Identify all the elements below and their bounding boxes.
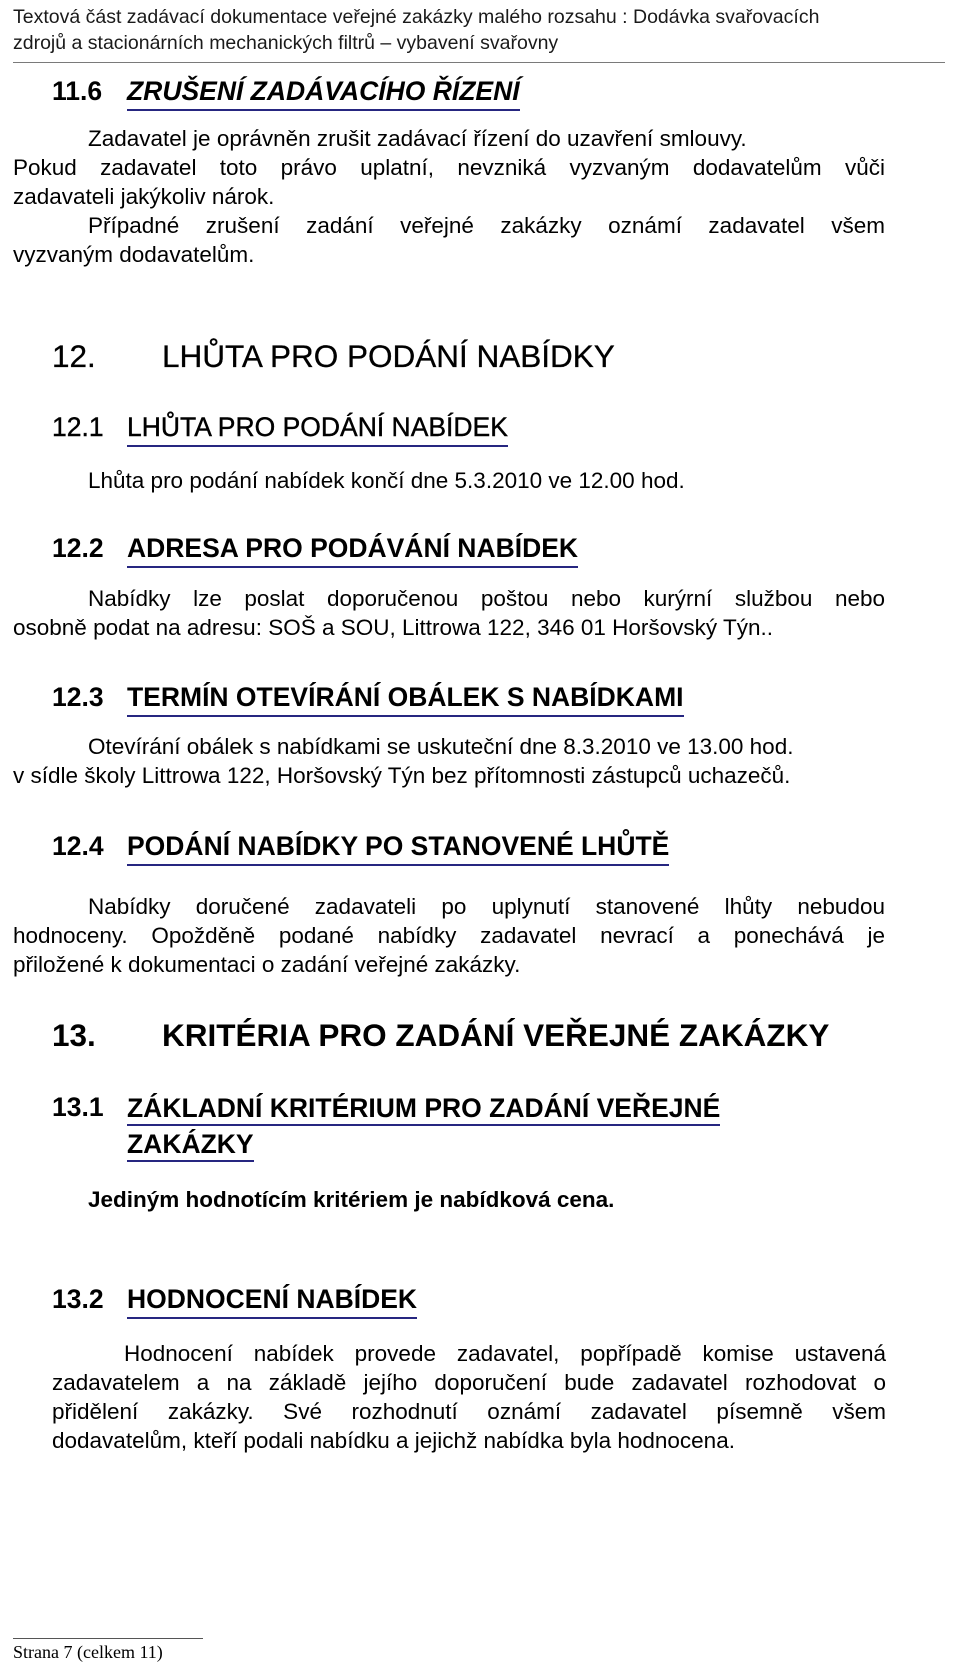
section-number: 11.6 [52, 76, 103, 106]
page-number-footer: Strana 7 (celkem 11) [13, 1642, 163, 1662]
chapter-title: LHŮTA PRO PODÁNÍ NABÍDKY [162, 338, 615, 374]
section-13-2-heading [52, 1282, 912, 1318]
footer-rule [13, 1638, 203, 1639]
paragraph-line: Nabídky lze poslat doporučenou poštou nebo kurýrní službou nebo [88, 586, 885, 611]
paragraph-line: zadavatelem a na základě jejího doporučení bude zadavatel rozhodovat o [52, 1370, 886, 1395]
section-13-2-body [52, 1339, 886, 1455]
paragraph-line: Lhůta pro podání nabídek končí dne 5.3.2010 ve 12.00 hod. [88, 468, 685, 493]
header-line-1: Textová část zadávací dokumentace veřejné zakázky malého rozsahu : Dodávka svařovacích [13, 6, 820, 28]
chapter-13-heading [52, 1016, 932, 1056]
paragraph-line: Jediným hodnotícím kritériem je nabídková cena. [88, 1187, 615, 1212]
section-12-4-heading [52, 829, 912, 865]
section-title: HODNOCENÍ NABÍDEK [127, 1282, 417, 1319]
header-line-2: zdrojů a stacionárních mechanických filtrů – vybavení svařovny [13, 32, 559, 54]
paragraph-line: Nabídky doručené zadavateli po uplynutí stanovené lhůty nebudou [88, 894, 885, 919]
paragraph-line: Hodnocení nabídek provede zadavatel, popřípadě komise ustavená [124, 1341, 886, 1366]
section-12-3-heading [52, 680, 912, 716]
section-number: 12.1 [52, 412, 104, 442]
section-title [127, 1090, 847, 1163]
section-title: LHŮTA PRO PODÁNÍ NABÍDEK [127, 410, 508, 447]
section-title: ADRESA PRO PODÁVÁNÍ NABÍDEK [127, 531, 578, 568]
section-title: ZRUŠENÍ ZADÁVACÍHO ŘÍZENÍ [127, 74, 520, 111]
section-number: 12.3 [52, 682, 104, 712]
section-12-1-body [88, 466, 888, 495]
paragraph-line: vyzvaným dodavatelům. [13, 242, 255, 267]
section-title-line: ZÁKLADNÍ KRITÉRIUM PRO ZADÁNÍ VEŘEJNÉ [127, 1093, 720, 1126]
paragraph-line: Pokud zadavatel toto právo uplatní, nevzniká vyzvaným dodavatelům vůči [13, 155, 885, 180]
section-11-6-heading [52, 74, 912, 110]
section-number: 12.4 [52, 831, 104, 861]
section-11-6-body [13, 124, 885, 269]
section-number: 13.1 [52, 1092, 104, 1122]
chapter-title: KRITÉRIA PRO ZADÁNÍ VEŘEJNÉ ZAKÁZKY [162, 1017, 830, 1053]
section-12-3-body [13, 732, 893, 790]
paragraph-line: přiložené k dokumentaci o zadání veřejné zakázky. [13, 952, 521, 977]
section-title: TERMÍN OTEVÍRÁNÍ OBÁLEK S NABÍDKAMI [127, 680, 684, 717]
section-13-1-heading [52, 1090, 912, 1170]
paragraph-line: zadavateli jakýkoliv nárok. [13, 184, 275, 209]
section-12-4-body [13, 892, 885, 979]
section-12-2-heading [52, 531, 912, 567]
paragraph-line: hodnoceny. Opožděně podané nabídky zadavatel nevrací a ponechává je [13, 923, 885, 948]
paragraph-line: Zadavatel je oprávněn zrušit zadávací řízení do uzavření smlouvy. [88, 126, 747, 151]
section-number: 13.2 [52, 1284, 104, 1314]
paragraph-line: v sídle školy Littrowa 122, Horšovský Týn bez přítomnosti zástupců uchazečů. [13, 763, 791, 788]
paragraph-line: osobně podat na adresu: SOŠ a SOU, Littrowa 122, 346 01 Horšovský Týn.. [13, 615, 774, 640]
chapter-number: 13. [52, 1017, 96, 1053]
header-rule [13, 62, 945, 63]
section-12-2-body [13, 584, 885, 642]
paragraph-line: dodavatelům, kteří podali nabídku a jejichž nabídka byla hodnocena. [52, 1428, 735, 1453]
section-12-1-heading [52, 410, 912, 446]
paragraph-line: Případné zrušení zadání veřejné zakázky oznámí zadavatel všem [88, 213, 885, 238]
chapter-number: 12. [52, 338, 96, 374]
paragraph-line: přidělení zakázky. Své rozhodnutí oznámí zadavatel písemně všem [52, 1399, 886, 1424]
running-header [13, 4, 943, 56]
paragraph-line: Otevírání obálek s nabídkami se uskuteční dne 8.3.2010 ve 13.00 hod. [88, 734, 794, 759]
section-title-line: ZAKÁZKY [127, 1129, 254, 1162]
section-title: PODÁNÍ NABÍDKY PO STANOVENÉ LHŮTĚ [127, 829, 669, 866]
section-number: 12.2 [52, 533, 104, 563]
section-13-1-body [88, 1185, 888, 1214]
chapter-12-heading [52, 337, 912, 377]
